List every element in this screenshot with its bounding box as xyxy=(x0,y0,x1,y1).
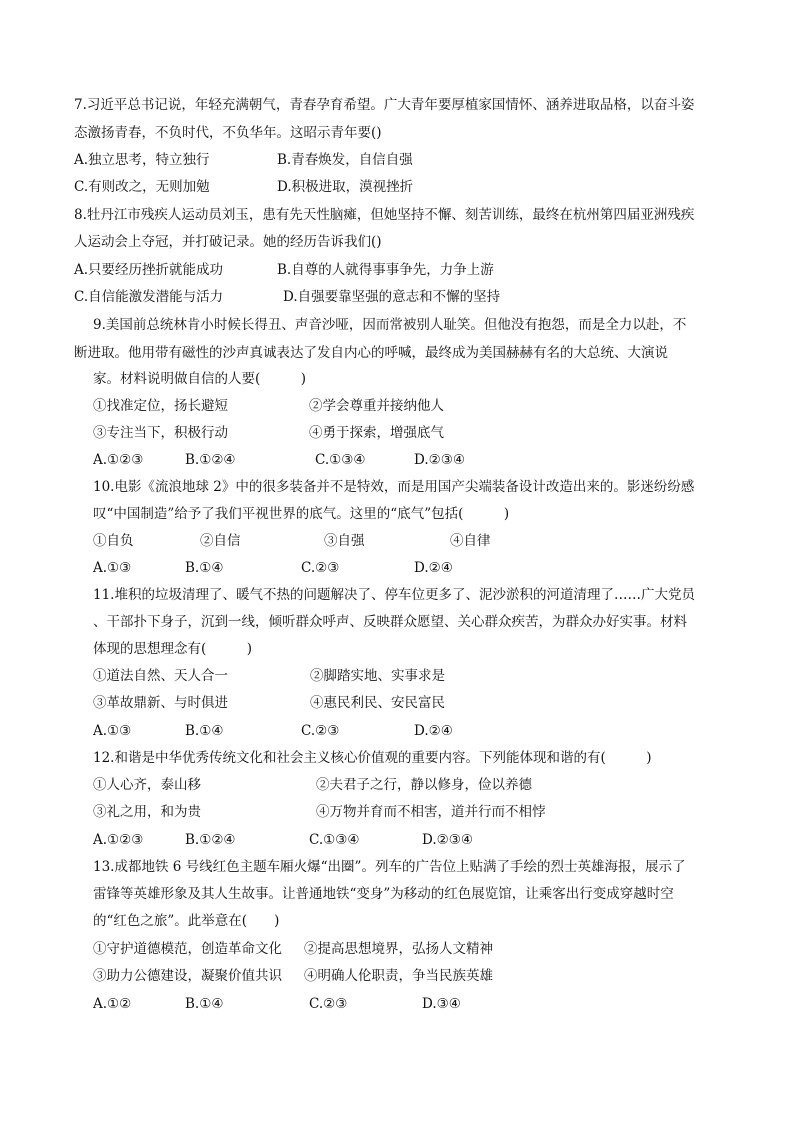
q13-answer-b[interactable]: B.①④ xyxy=(185,996,224,1012)
q12-statement-4: ④万物并育而不相害，道并行而不相悖 xyxy=(316,804,546,820)
q9-statement-1: ①找准定位，扬长避短 xyxy=(93,398,228,414)
q9-answers-row xyxy=(93,451,753,469)
q11-statements-row-2 xyxy=(93,694,753,712)
q11-answers-row xyxy=(93,722,753,740)
q10-answer-a[interactable]: A.①③ xyxy=(93,560,132,576)
q13-stem-line-2: 雷锋等英雄形象及其人生故事。让普通地铁“变身”为移动的红色展览馆，让乘客出行变成穿越时空 xyxy=(93,886,674,902)
q10-stem-line-2: 叹“中国制造”给予了我们平视世界的底气。这里的“底气”包括( ) xyxy=(93,506,510,522)
q11-answer-b[interactable]: B.①④ xyxy=(185,723,224,739)
q13-statement-1: ①守护道德模范，创造革命文化 xyxy=(93,941,282,957)
q7-choice-d[interactable]: D.积极进取，漠视挫折 xyxy=(277,179,414,195)
q12-statement-2: ②夫君子之行，静以修身，俭以养德 xyxy=(316,777,532,793)
q13-answer-d[interactable]: D.③④ xyxy=(422,996,461,1012)
q7-choice-b[interactable]: B.青春焕发，自信自强 xyxy=(277,152,413,168)
q7-choice-a[interactable]: A.独立思考，特立独行 xyxy=(74,152,210,168)
q11-stem-line-1: 11.堆积的垃圾清理了、暖气不热的问题解决了、停车位更多了、泥沙淤积的河道清理了……广大党员 xyxy=(93,587,695,603)
q12-answers-row xyxy=(93,831,753,849)
q12-statement-1: ①人心齐，泰山移 xyxy=(93,777,201,793)
q12-answer-a[interactable]: A.①②③ xyxy=(93,832,144,848)
q10-stem-line-1: 10.电影《流浪地球 2》中的很多装备并不是特效，而是用国产尖端装备设计改造出来的。影迷纷纷感 xyxy=(93,479,695,495)
q9-statement-4: ④勇于探索，增强底气 xyxy=(309,425,444,441)
q9-statements-row-1 xyxy=(93,397,753,415)
q12-statement-3: ③礼之用，和为贵 xyxy=(93,804,201,820)
q13-stem-line-1: 13.成都地铁 6 号线红色主题车厢火爆“出圈”。列车的广告位上贴满了手绘的烈士英雄海报，展示了 xyxy=(93,859,686,875)
q9-stem-line-1: 9.美国前总统林肯小时候长得丑、声音沙哑，因而常被别人耻笑。但他没有抱怨，而是全力以赴，不 xyxy=(93,317,687,333)
q9-answer-b[interactable]: B.①②④ xyxy=(185,452,236,468)
q9-stem-line-3: 家。材料说明做自信的人要( ) xyxy=(93,371,307,387)
q12-stem-line-1: 12.和谐是中华优秀传统文化和社会主义核心价值观的重要内容。下列能体现和谐的有( ) xyxy=(93,750,652,766)
q7-choices-row-2 xyxy=(74,178,734,196)
q13-stem-line-3: 的“红色之旅”。此举意在( ) xyxy=(93,913,280,929)
q8-choice-d[interactable]: D.自强要靠坚强的意志和不懈的坚持 xyxy=(283,289,501,305)
q9-answer-c[interactable]: C.①③④ xyxy=(315,452,366,468)
q13-statements-row-2 xyxy=(93,967,753,985)
q11-statement-1: ①道法自然、天人合一 xyxy=(93,668,228,684)
q10-statements-row xyxy=(93,532,753,550)
q9-stem-line-2: 断进取。他用带有磁性的沙声真诚表达了发自内心的呼喊，最终成为美国赫赫有名的大总统、大演说 xyxy=(74,345,668,361)
q7-choices-row-1 xyxy=(74,151,734,169)
q8-choice-a[interactable]: A.只要经历挫折就能成功 xyxy=(74,262,224,278)
q9-answer-d[interactable]: D.②③④ xyxy=(414,452,465,468)
q13-statement-3: ③助力公德建设，凝聚价值共识 xyxy=(93,968,282,984)
q8-choice-b[interactable]: B.自尊的人就得事事争先，力争上游 xyxy=(277,262,494,278)
q11-statement-2: ②脚踏实地、实事求是 xyxy=(310,668,445,684)
q13-answers-row xyxy=(93,995,753,1013)
q10-statement-3: ③自强 xyxy=(324,533,365,549)
q10-statement-2: ②自信 xyxy=(200,533,241,549)
q13-statement-2: ②提高思想境界，弘扬人文精神 xyxy=(304,941,493,957)
q9-statement-2: ②学会尊重并接纳他人 xyxy=(309,398,444,414)
q8-stem-line-2: 人运动会上夺冠，并打破记录。她的经历告诉我们() xyxy=(74,234,382,250)
q12-statements-row-2 xyxy=(93,803,753,821)
q9-answer-a[interactable]: A.①②③ xyxy=(93,452,144,468)
q10-answers-row xyxy=(93,559,753,577)
q8-choice-c[interactable]: C.自信能激发潜能与活力 xyxy=(74,289,224,305)
q9-statements-row-2 xyxy=(93,424,753,442)
q13-statements-row-1 xyxy=(93,940,753,958)
q8-choices-row-1 xyxy=(74,261,734,279)
q11-answer-a[interactable]: A.①③ xyxy=(93,723,132,739)
q10-answer-c[interactable]: C.②③ xyxy=(301,560,340,576)
q7-stem-line-1: 7.习近平总书记说，年轻充满朝气，青春孕育希望。广大青年要厚植家国情怀、涵养进取品格，以奋斗姿 xyxy=(74,97,695,113)
q10-answer-d[interactable]: D.②④ xyxy=(414,560,453,576)
q12-statements-row-1 xyxy=(93,776,753,794)
q12-answer-c[interactable]: C.①③④ xyxy=(309,832,360,848)
q10-answer-b[interactable]: B.①④ xyxy=(185,560,224,576)
q11-stem-line-3: 体现的思想理念有( ) xyxy=(93,641,253,657)
q11-answer-c[interactable]: C.②③ xyxy=(301,723,340,739)
q12-answer-b[interactable]: B.①②④ xyxy=(185,832,236,848)
q10-statement-1: ①自负 xyxy=(93,533,134,549)
q11-statement-4: ④惠民利民、安民富民 xyxy=(310,695,445,711)
q8-stem-line-1: 8.牡丹江市残疾人运动员刘玉，患有先天性脑瘫，但她坚持不懈、刻苦训练，最终在杭州第四届亚洲残疾 xyxy=(74,207,695,223)
q7-stem-line-2: 态激扬青春，不负时代，不负华年。这昭示青年要() xyxy=(74,125,382,141)
q13-statement-4: ④明确人伦职责，争当民族英雄 xyxy=(304,968,493,984)
q9-statement-3: ③专注当下，积极行动 xyxy=(93,425,228,441)
q13-answer-a[interactable]: A.①② xyxy=(93,996,132,1012)
q13-answer-c[interactable]: C.②③ xyxy=(309,996,348,1012)
q11-statement-3: ③革故鼎新、与时俱进 xyxy=(93,695,228,711)
q10-statement-4: ④自律 xyxy=(450,533,491,549)
q8-choices-row-2 xyxy=(74,288,734,306)
q11-stem-line-2: 、干部扑下身子，沉到一线，倾听群众呼声、反映群众愿望、关心群众疾苦，为群众办好实事。材料 xyxy=(93,614,687,630)
q12-answer-d[interactable]: D.②③④ xyxy=(422,832,473,848)
q11-statements-row-1 xyxy=(93,667,753,685)
q7-choice-c[interactable]: C.有则改之，无则加勉 xyxy=(74,179,210,195)
q11-answer-d[interactable]: D.②④ xyxy=(414,723,453,739)
